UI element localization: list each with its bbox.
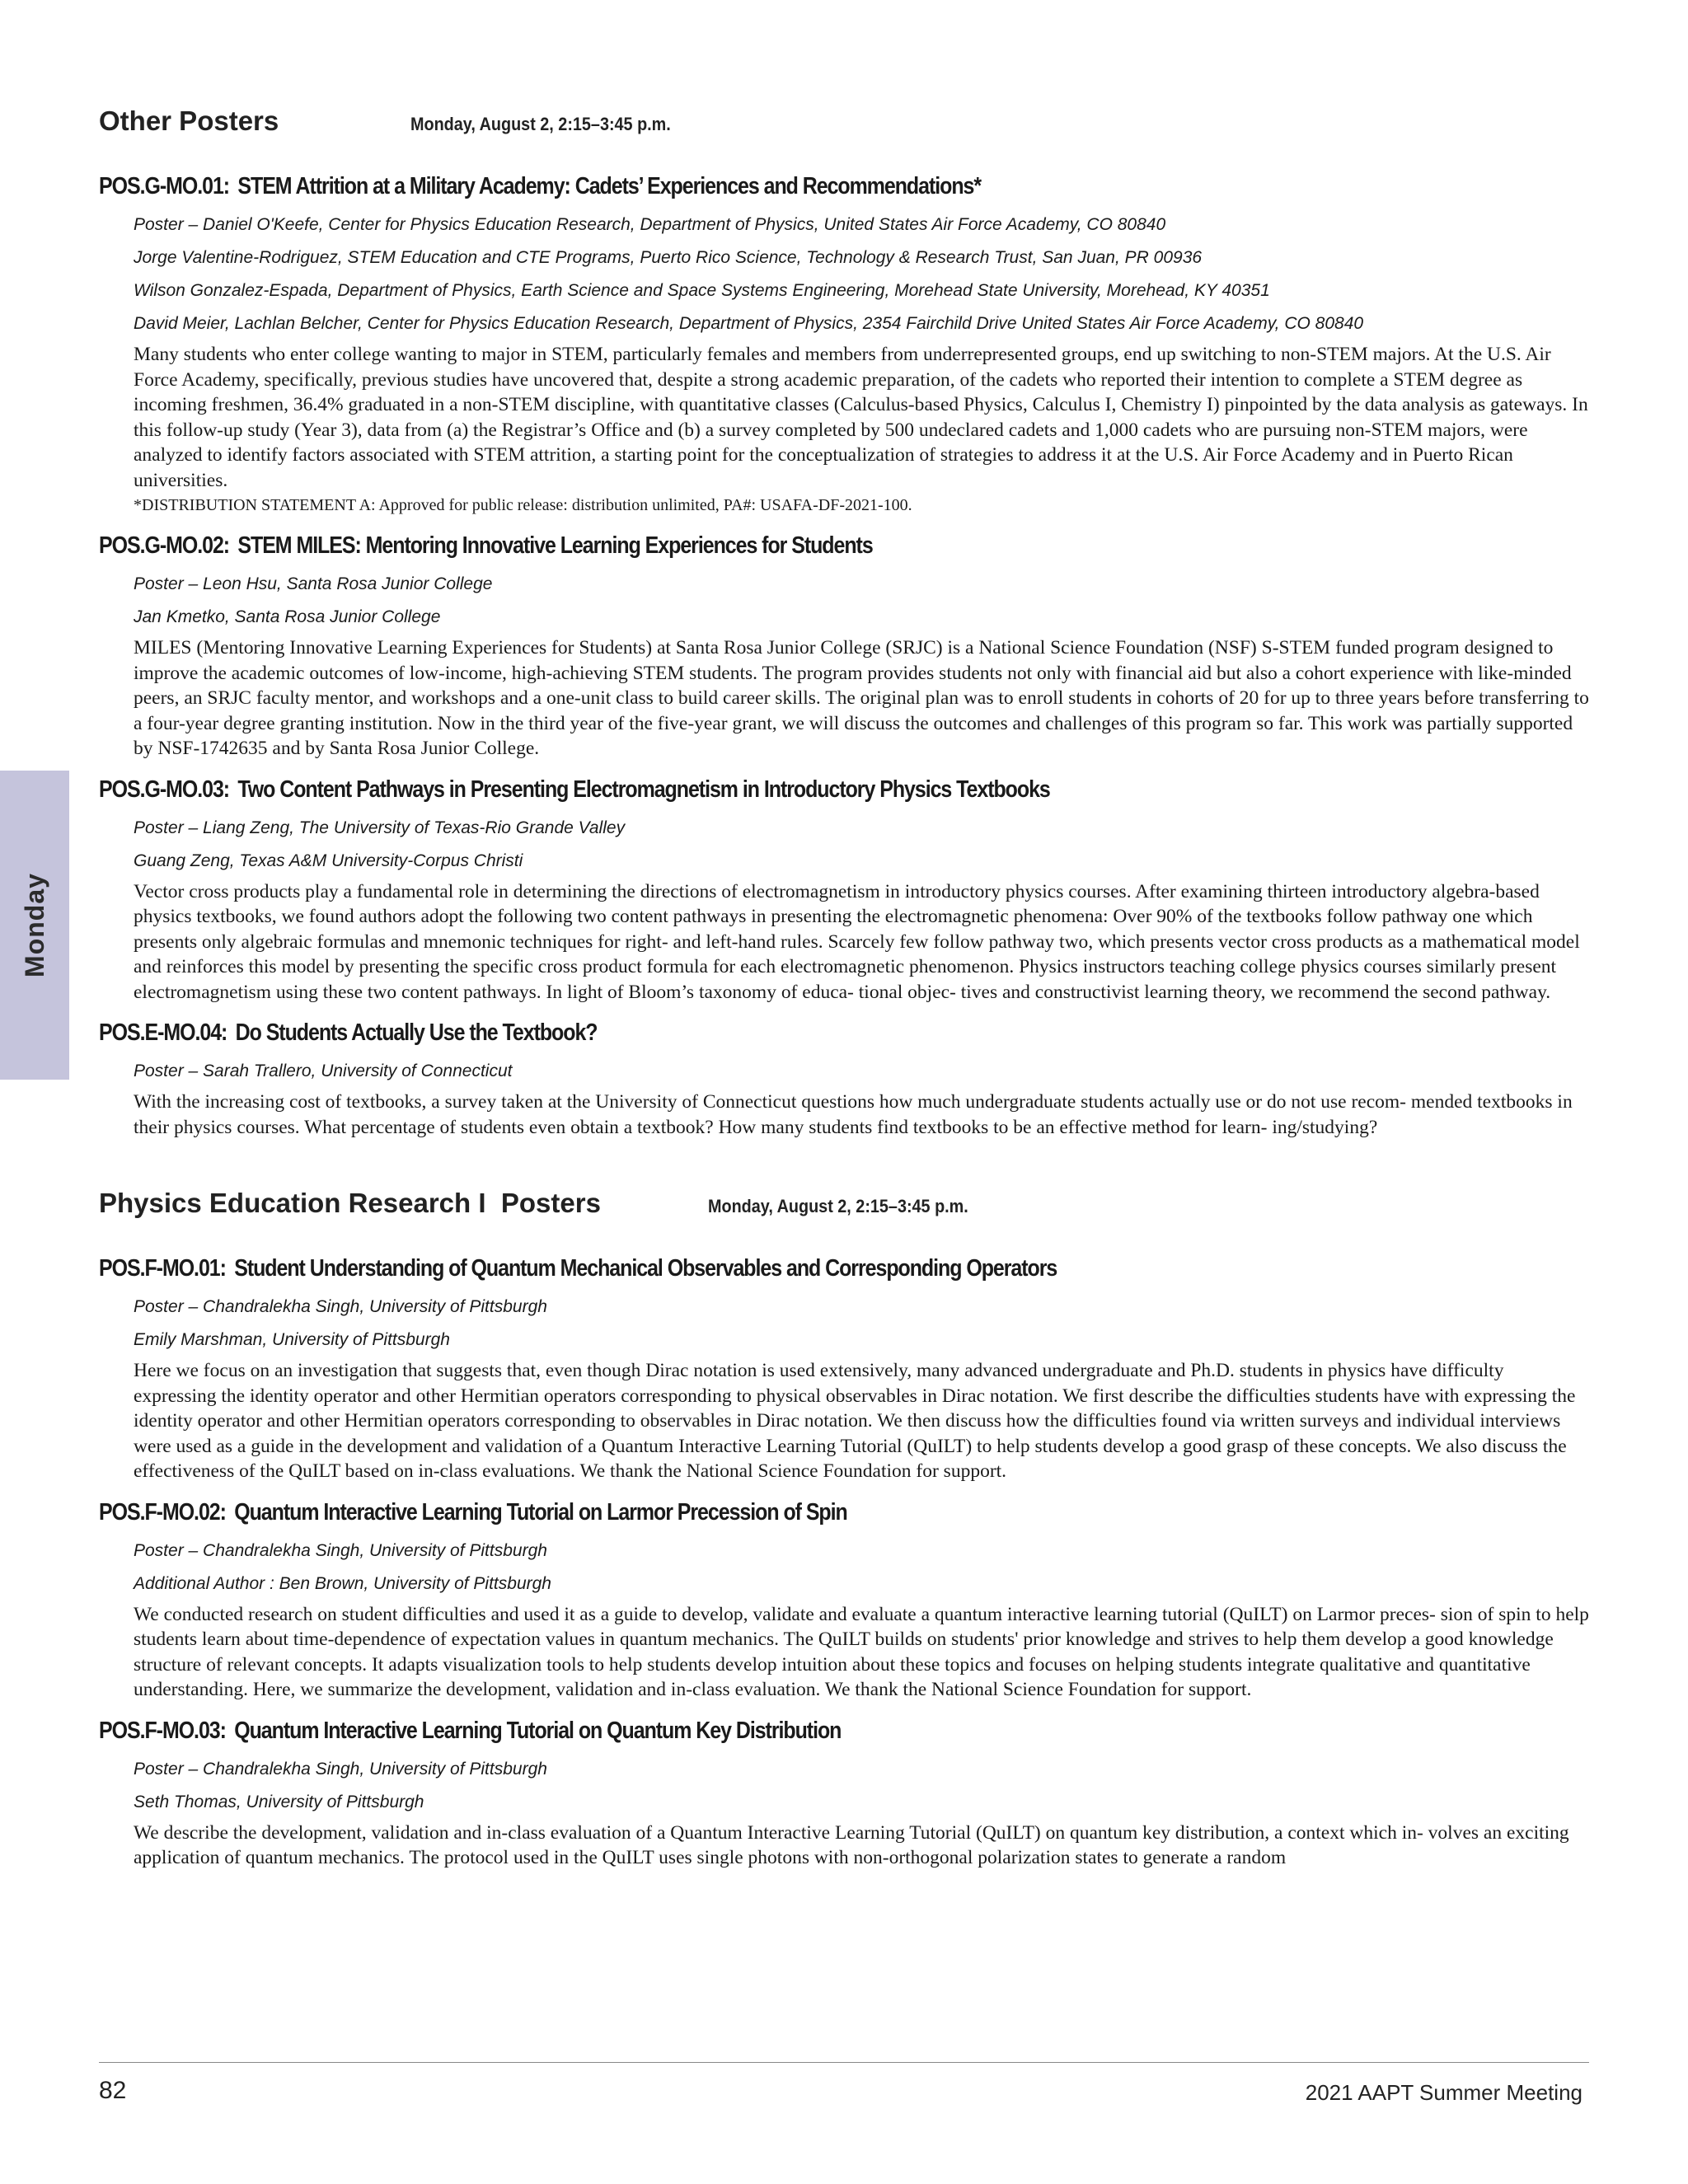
poster-code: POS.F-MO.01: (99, 1255, 226, 1282)
poster-abstract: Here we focus on an investigation that suggests that, even though Dirac notation is used extensively, many advanced undergraduate and Ph.D. students in physics have difficulty expressing the identity operator and other Hermitian operators corresponding to physical observables in Dirac notation. We first describe the difficulties students have with expressing the identity operator and other Hermitian operators corresponding to observables in Dirac notation. We then discuss how the difficulties found via written surveys and individual interviews were used as a guide in the development and validation of a Quantum Interactive Learning Tutorial (QuILT) to help students develop a good grasp of these concepts. We also discuss the effectiveness of the QuILT based on in-class evaluations. We thank the National Science Foundation for support. (134, 1360, 1576, 1482)
author-line: Wilson Gonzalez-Espada, Department of Physics, Earth Science and Space Systems Engineering, Morehead State University, Morehead, KY 40351 (134, 281, 1270, 300)
author-line: David Meier, Lachlan Belcher, Center for Physics Education Research, Department of Physics, 2354 Fairchild Drive United States Air Force Academy, CO 80840 (134, 314, 1364, 333)
poster-entry (99, 776, 1589, 1005)
poster-title (99, 1718, 1381, 1745)
poster-title-text: Quantum Interactive Learning Tutorial on Quantum Key Distribution (234, 1717, 842, 1744)
poster-authors (134, 568, 1589, 634)
author-line: Seth Thomas, University of Pittsburgh (134, 1792, 424, 1811)
poster-title (99, 173, 1381, 200)
section-per-posters (99, 1188, 1589, 1871)
poster-code: POS.F-MO.03: (99, 1717, 226, 1744)
poster-authors (134, 1291, 1589, 1357)
section-header (99, 1188, 1589, 1219)
author-line: Emily Marshman, University of Pittsburgh (134, 1330, 450, 1349)
poster-title (99, 1019, 1381, 1047)
poster-title-text: Quantum Interactive Learning Tutorial on Larmor Precession of Spin (234, 1498, 847, 1526)
author-line: Additional Author : Ben Brown, University of Pittsburgh (134, 1573, 551, 1593)
poster-code: POS.G-MO.02: (99, 532, 230, 559)
poster-code: POS.G-MO.01: (99, 173, 230, 199)
poster-title (99, 1499, 1381, 1526)
poster-entry (99, 1019, 1589, 1140)
day-side-tab (0, 771, 69, 1080)
author-line: Jorge Valentine-Rodriguez, STEM Education and CTE Programs, Puerto Rico Science, Technology & Research Trust, San Juan, PR 00936 (134, 248, 1203, 267)
poster-authors (134, 812, 1589, 878)
poster-entry (99, 1718, 1589, 1871)
distribution-note: *DISTRIBUTION STATEMENT A: Approved for public release: distribution unlimited, PA#: USAFA-DF-2021-100. (134, 496, 912, 514)
author-line: Poster – Daniel O'Keefe, Center for Physics Education Research, Department of Physics, United States Air Force Academy, CO 80840 (134, 215, 1166, 234)
poster-code: POS.G-MO.03: (99, 776, 230, 803)
page-content (99, 105, 1589, 1886)
poster-abstract: We conducted research on student difficulties and used it as a guide to develop, validate and evaluate a quantum interactive learning tutorial (QuILT) on Larmor preces- sion of spin to help students learn about time-dependence of expectation values in quantum mechanics. The QuILT builds on students' prior knowledge and strives to help them develop a good knowledge structure of relevant concepts. It adapts visualization tools to help students develop intuition about these topics and focuses on helping students integrate qualitative and quantitative understanding. Here, we summarize the development, validation and in-class evaluation. We thank the National Science Foundation for support. (134, 1603, 1589, 1700)
poster-title-text: STEM Attrition at a Military Academy: Cadets’ Experiences and Recommendations* (237, 173, 982, 199)
section-other-posters (99, 105, 1589, 1140)
poster-abstract: Many students who enter college wanting to major in STEM, particularly females and members from underrepresented groups, end up switching to non-STEM majors. At the U.S. Air Force Academy, specifically, previous studies have uncovered that, despite a strong academic preparation, of the cadets who reported their intention to complete a STEM degree as incoming freshmen, 36.4% graduated in a non-STEM discipline, with quantitative classes (Calculus-based Physics, Calculus I, Chemistry I) pinpointed by the data analysis as gateways. In this follow-up study (Year 3), data from (a) the Registrar’s Office and (b) a survey completed by 500 undeclared cadets and 1,000 cadets who are pursuing non-STEM majors, were analyzed to identify factors associated with STEM attrition, a starting point for the conceptualization of strategies to address it at the U.S. Air Force Academy and in Puerto Rican universities. (134, 344, 1588, 491)
section-header (99, 105, 1589, 137)
page-number: 82 (99, 2077, 127, 2104)
poster-code: POS.E-MO.04: (99, 1019, 227, 1046)
poster-abstract: With the increasing cost of textbooks, a survey taken at the University of Connecticut questions how much undergraduate students actually use or do not use recom- mended textbooks in their physics courses. What percentage of students even obtain a textbook? How many students find textbooks to be an effective method for learn- ing/studying? (134, 1091, 1573, 1138)
poster-entry (99, 1255, 1589, 1484)
poster-entry (99, 532, 1589, 762)
poster-abstract: Vector cross products play a fundamental role in determining the directions of electromagnetism in introductory physics courses. After examining thirteen introductory algebra-based physics textbooks, we found authors adopt the following two content pathways in presenting the electromagnetic phenomena: Over 90% of the textbooks follow pathway one which presents only algebraic formulas and mnemonic techniques for right- and left-hand rules. Scarcely few follow pathway two, which presents vector cross products as a mathematical model and reinforces this model by presenting the specific cross product formula for each electromagnetic phenomenon. Physics instructors teaching college physics courses similarly present electromagnetism using these two content pathways. In light of Bloom’s taxonomy of educa- tional objec- tives and constructivist learning theory, we recommend the second pathway. (134, 880, 1580, 1003)
poster-title (99, 532, 1381, 560)
poster-abstract: We describe the development, validation and in-class evaluation of a Quantum Interactive Learning Tutorial (QuILT) on quantum key distribution, a context which in- volves an exciting application of quantum mechanics. The protocol used in the QuILT uses single photons with non-orthogonal polarization states to generate a random (134, 1821, 1569, 1868)
poster-authors (134, 209, 1589, 340)
author-line: Poster – Chandralekha Singh, University of Pittsburgh (134, 1297, 547, 1316)
section-time: Monday, August 2, 2:15–3:45 p.m. (707, 1196, 968, 1216)
meeting-name: 2021 AAPT Summer Meeting (1305, 2080, 1582, 2105)
author-line: Poster – Chandralekha Singh, University of Pittsburgh (134, 1540, 547, 1560)
section-time: Monday, August 2, 2:15–3:45 p.m. (410, 114, 672, 134)
day-side-tab-label: Monday (19, 873, 49, 977)
section-title: Other Posters (99, 105, 279, 136)
poster-title-text: Do Students Actually Use the Textbook? (235, 1019, 598, 1046)
poster-title-text: STEM MILES: Mentoring Innovative Learning Experiences for Students (237, 532, 873, 559)
author-line: Poster – Sarah Trallero, University of Connecticut (134, 1062, 513, 1080)
poster-entry (99, 1499, 1589, 1703)
author-line: Poster – Liang Zeng, The University of Texas-Rio Grande Valley (134, 818, 626, 837)
poster-title-text: Two Content Pathways in Presenting Electromagnetism in Introductory Physics Textbooks (237, 776, 1050, 803)
poster-title (99, 776, 1381, 804)
author-line: Poster – Chandralekha Singh, University of Pittsburgh (134, 1759, 547, 1779)
poster-authors (134, 1535, 1589, 1601)
poster-title-text: Student Understanding of Quantum Mechanical Observables and Corresponding Operators (234, 1255, 1057, 1282)
poster-entry (99, 173, 1589, 518)
poster-abstract: MILES (Mentoring Innovative Learning Experiences for Students) at Santa Rosa Junior College (SRJC) is a National Science Foundation (NSF) S-STEM funded program designed to improve the academic outcomes of low-income, high-achieving STEM students. The program provides students not only with financial aid but also a cohort experience with like-minded peers, an SRJC faculty mentor, and workshops and a one-unit class to build career skills. The original plan was to enroll students in cohorts of 20 for up to three years before transferring to a four-year degree granting institution. Now in the third year of the five-year grant, we will discuss the outcomes and challenges of this program so far. This work was partially supported by NSF-1742635 and by Santa Rosa Junior College. (134, 637, 1589, 759)
footer-divider (99, 2062, 1589, 2063)
section-title: Physics Education Research I Posters (99, 1188, 601, 1218)
poster-title (99, 1255, 1381, 1282)
author-line: Poster – Leon Hsu, Santa Rosa Junior College (134, 574, 493, 593)
author-line: Jan Kmetko, Santa Rosa Junior College (134, 607, 441, 626)
poster-authors (134, 1055, 1589, 1088)
poster-authors (134, 1753, 1589, 1819)
poster-code: POS.F-MO.02: (99, 1498, 226, 1526)
author-line: Guang Zeng, Texas A&M University-Corpus Christi (134, 851, 523, 870)
